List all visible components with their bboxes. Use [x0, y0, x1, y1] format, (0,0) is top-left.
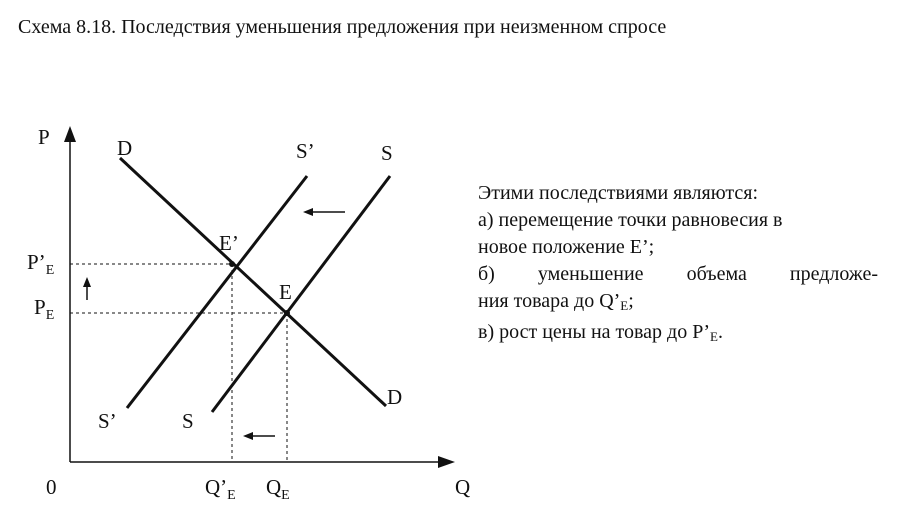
old-equilibrium-point [284, 310, 290, 316]
quantity-label-new: $Q’_E$ [205, 475, 236, 503]
y-axis-arrowhead [64, 126, 76, 142]
supply-old-bottom-label: S [182, 409, 194, 433]
new-equilibrium-point [229, 261, 235, 267]
consequences-description [478, 180, 878, 350]
x-axis-label: Q [455, 475, 471, 499]
y-axis-label: P [38, 125, 50, 149]
item-a-line1: а) перемещение точки равновесия в [478, 209, 783, 231]
supply-new-top-label: S’ [296, 139, 315, 163]
price-label-new: $P’_E$ [27, 250, 55, 278]
supply-old-top-label: S [381, 141, 393, 165]
origin-label: 0 [46, 475, 57, 499]
diagram-title: Схема 8.18. Последствия уменьшения предложения при неизменном спросе [18, 16, 667, 38]
old-equilibrium-label: E [279, 280, 292, 304]
item-c: в) рост цены на товар до $P’_E$. [478, 321, 723, 344]
demand-start-label: D [117, 136, 133, 160]
description-heading: Этими последствиями являются: [478, 182, 759, 204]
demand-curve [120, 158, 386, 406]
item-b-line2: ния товара до $Q’_E$; [478, 290, 634, 313]
item-a-line2: новое положение E’; [478, 236, 655, 258]
item-b-line1: б) уменьшение объема предложе- [478, 263, 878, 285]
new-equilibrium-label: E’ [219, 231, 239, 255]
supply-new-bottom-label: S’ [98, 409, 117, 433]
price-label-old: $P_E$ [34, 295, 55, 323]
demand-end-label: D [387, 385, 403, 409]
x-axis-arrowhead [438, 456, 455, 468]
supply-curve-old [212, 176, 390, 412]
quantity-label-old: $Q_E$ [266, 475, 290, 503]
